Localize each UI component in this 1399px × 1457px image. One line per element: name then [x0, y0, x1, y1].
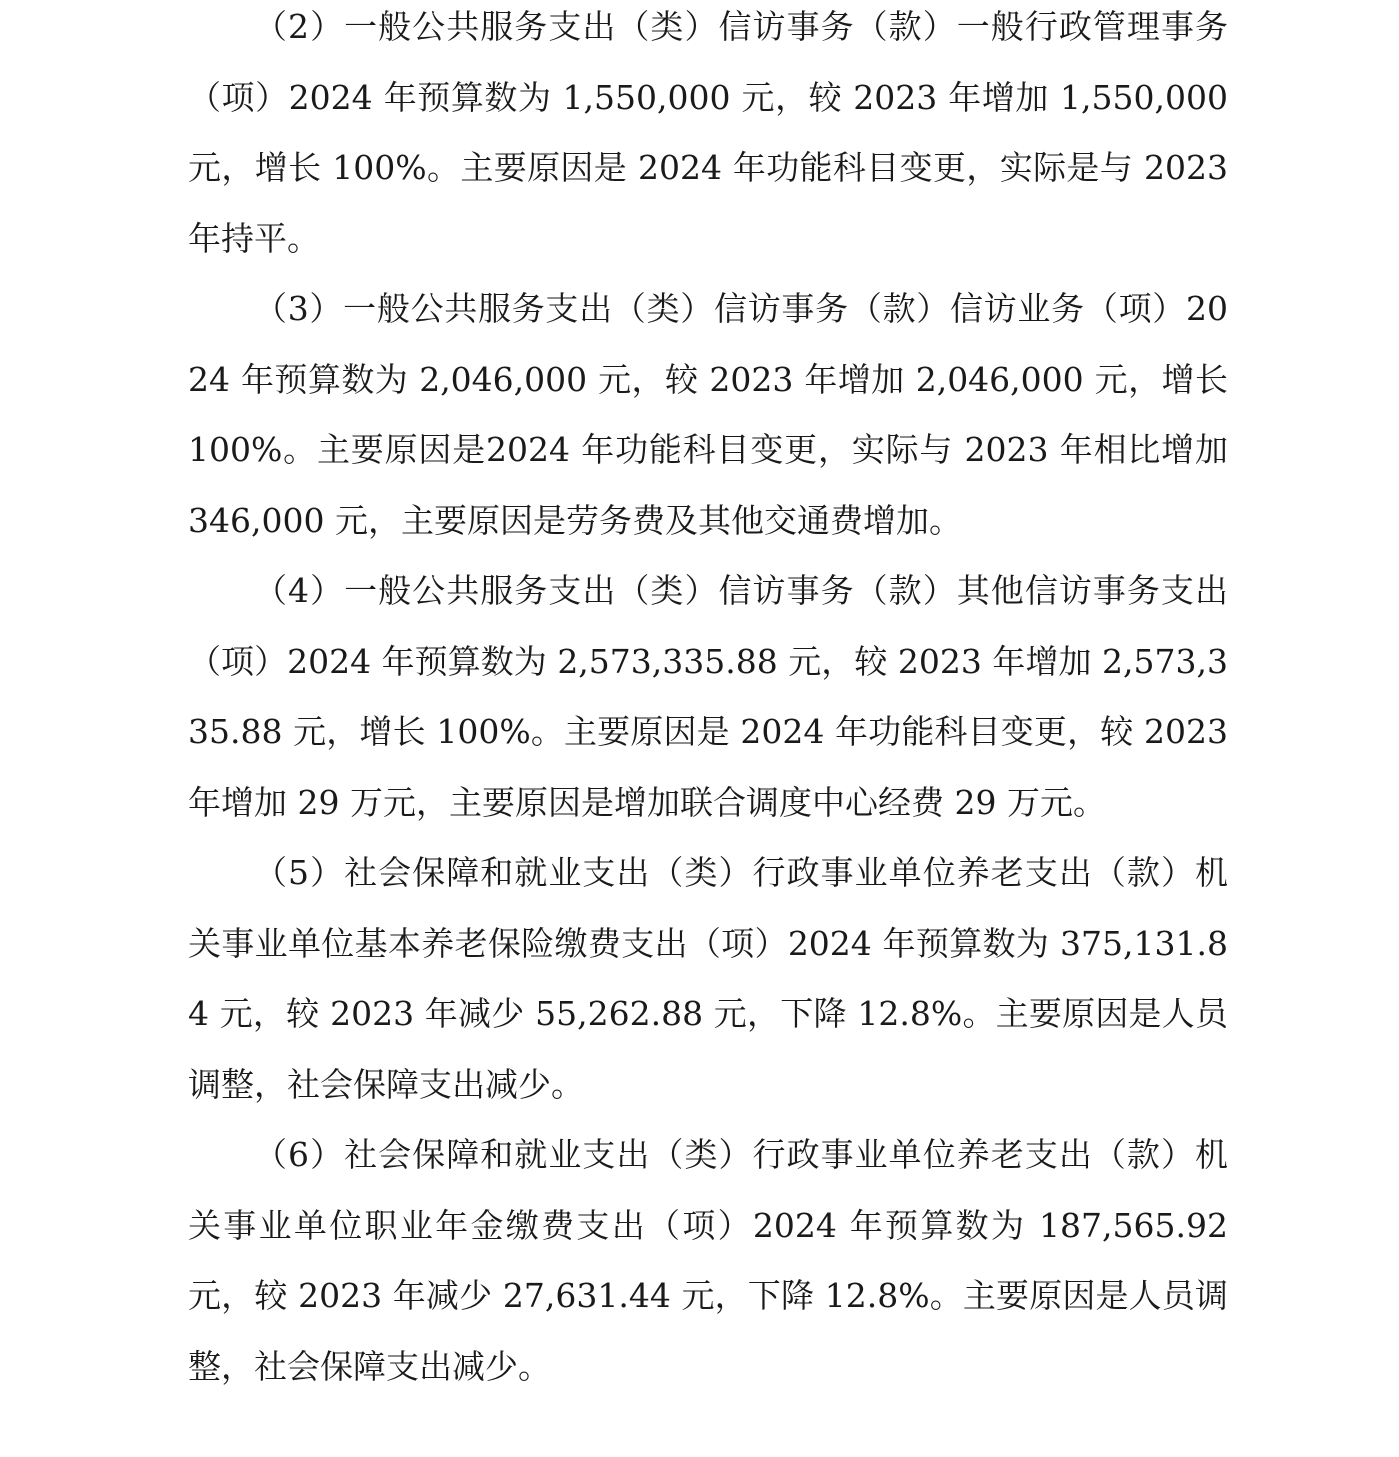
document-page [188, 0, 1228, 1402]
paragraph-item-5: （5）社会保障和就业支出（类）行政事业单位养老支出（款）机关事业单位基本养老保险缴费支出（项）2024 年预算数为 375,131.84 元，较 2023 年减少 55,262.88 元，下降 12.8%。主要原因是人员调整，社会保障支出减少。 [188, 853, 1228, 1104]
paragraph-item-3: （3）一般公共服务支出（类）信访事务（款）信访业务（项）2024 年预算数为 2,046,000 元，较 2023 年增加 2,046,000 元，增长 100%。主要原因是2024 年功能科目变更，实际与 2023 年相比增加 346,000 元，主要原因是劳务费及其他交通费增加。 [188, 289, 1228, 540]
paragraph-item-4: （4）一般公共服务支出（类）信访事务（款）其他信访事务支出（项）2024 年预算数为 2,573,335.88 元，较 2023 年增加 2,573,335.88 元，增长 100%。主要原因是 2024 年功能科目变更，较 2023 年增加 29 万元，主要原因是增加联合调度中心经费 29 万元。 [188, 571, 1228, 822]
paragraph-item-6: （6）社会保障和就业支出（类）行政事业单位养老支出（款）机关事业单位职业年金缴费支出（项）2024 年预算数为 187,565.92 元，较 2023 年减少 27,631.44 元，下降 12.8%。主要原因是人员调整，社会保障支出减少。 [188, 1135, 1228, 1386]
paragraph-item-2: （2）一般公共服务支出（类）信访事务（款）一般行政管理事务（项）2024 年预算数为 1,550,000 元，较 2023 年增加 1,550,000 元，增长 100%。主要原因是 2024 年功能科目变更，实际是与 2023 年持平。 [188, 7, 1228, 258]
